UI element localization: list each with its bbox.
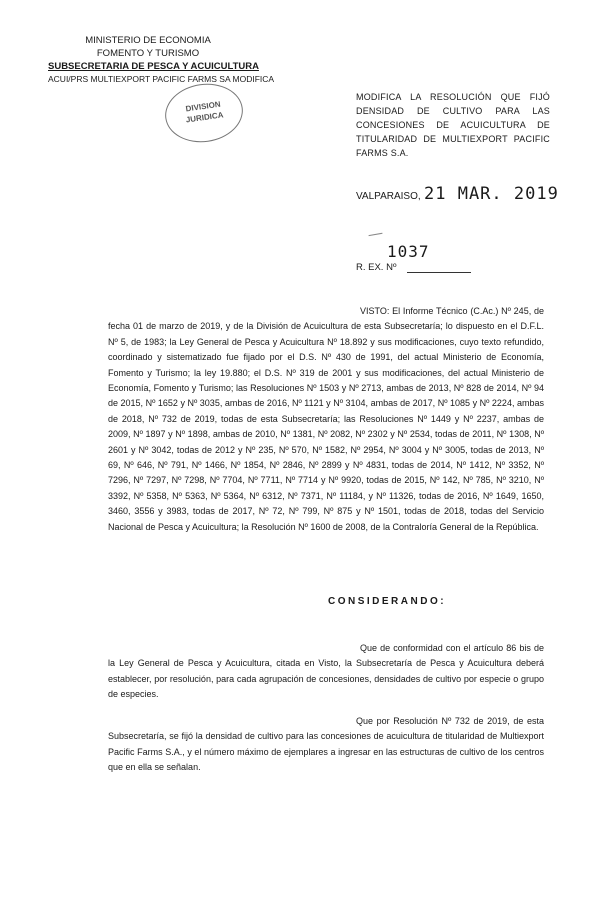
- resolution-date: 21 MAR. 2019: [424, 184, 559, 204]
- signature-mark: [367, 227, 382, 236]
- stamp-line1: DIVISION: [185, 99, 222, 114]
- resolution-label: R. EX. Nº: [356, 262, 397, 273]
- visto-lead: VISTO: El Informe Técnico (C.Ac.) Nº 245, de: [360, 306, 544, 316]
- considerando-2-body: esta Subsecretaría, se fijó la densidad de cultivo para las concesiones de acuicultura de titularidad de Multiexport Pacific Farms S.A., y el número máximo de ejemplares a ingresar en las estructuras de cultivo de los centros que en ella se señalan.: [108, 716, 544, 773]
- resolution-number-underline: [407, 272, 471, 273]
- considerando-2-lead: Que por Resolución Nº 732 de 2019, de: [356, 716, 524, 726]
- ministry-subline: FOMENTO Y TURISMO: [96, 48, 200, 59]
- considerando-paragraph-2: [108, 714, 544, 776]
- considerando-1-body: de la Ley General de Pesca y Acuicultura, citada en Visto, la Subsecretaría de Pesca y Acuicultura deberá establecer, por resolución, para cada agrupación de concesiones, densidades de cultivo por especie o grupo de especies.: [108, 643, 544, 700]
- file-reference-line: ACUI/PRS MULTIEXPORT PACIFIC FARMS SA MODIFICA: [48, 74, 275, 84]
- visto-paragraph: [108, 304, 544, 535]
- resolution-number: 1037: [387, 242, 430, 261]
- stamp-line2: JURIDICA: [185, 110, 224, 125]
- considerando-paragraph-1: [108, 641, 544, 703]
- visto-body: fecha 01 de marzo de 2019, y de la División de Acuicultura de esta Subsecretaría; lo dispuesto en el D.F.L. Nº 5, de 1983; la Ley General de Pesca y Acuicultura Nº 18.892 y sus modificaciones, cuyo texto refundido, coordinado y sistematizado fue fijado por el D.S. Nº 430 de 1991, del actual Ministerio de Economía, Fomento y Turismo; la ley 19.880; el D.S. Nº 319 de 2001 y sus modificaciones, del actual Ministerio de Economía, Fomento y Turismo; las Resoluciones Nº 1503 y Nº 2713, ambas de 2013, Nº 828 de 2014, Nº 94 de 2015, Nº 1652 y Nº 3035, ambas de 2016, Nº 1121 y Nº 3104, ambas de 2017, Nº 1085 y Nº 2224, ambas de 2018, Nº 732 de 2019, todas de esta Subsecretaría; las Resoluciones Nº 1449 y Nº 2237, ambas de 2009, Nº 1897 y Nº 1898, ambas de 2010, Nº 1381, Nº 2082, Nº 2302 y Nº 2534, todas de 2011, Nº 1308, Nº 2601 y Nº 3042, todas de 2012 y Nº 235, Nº 570, Nº 1582, Nº 2954, Nº 3004 y Nº 3005, todas de 2013, Nº 69, Nº 646, Nº 791, Nº 1466, Nº 1854, Nº 2846, Nº 2899 y Nº 4831, todas de 2014, Nº 1412, Nº 3352, Nº 7296, Nº 7297, Nº 7298, Nº 7704, Nº 7711, Nº 7714 y Nº 9920, todas de 2015, Nº 142, Nº 785, Nº 3210, Nº 3392, Nº 5358, Nº 5363, Nº 5364, Nº 6312, Nº 7371, Nº 11184, y Nº 11326, todas de 2016, Nº 1649, 1650, 3460, 3556 y 3983, todas de 2017, Nº 72, Nº 799, Nº 875 y Nº 1501, todas de 2018, todas del Servicio Nacional de Pesca y Acuicultura; la Resolución Nº 1600 de 2008, de la Contraloría General de la República.: [108, 321, 544, 532]
- division-juridica-stamp: [161, 79, 246, 147]
- considerando-heading: CONSIDERANDO:: [328, 596, 447, 607]
- ministry-line: MINISTERIO DE ECONOMIA: [85, 35, 211, 46]
- resolution-summary: MODIFICA LA RESOLUCIÓN QUE FIJÓ DENSIDAD DE CULTIVO PARA LAS CONCESIONES DE ACUICULTURA DE TITULARIDAD DE MULTIEXPORT PACIFIC FARMS S.A.: [356, 92, 550, 158]
- place-label: VALPARAISO,: [356, 191, 421, 202]
- subsecretaria-line: SUBSECRETARIA DE PESCA Y ACUICULTURA: [48, 61, 259, 72]
- considerando-1-lead: Que de conformidad con el artículo 86 bis: [360, 643, 531, 653]
- ministry-header: [48, 34, 275, 86]
